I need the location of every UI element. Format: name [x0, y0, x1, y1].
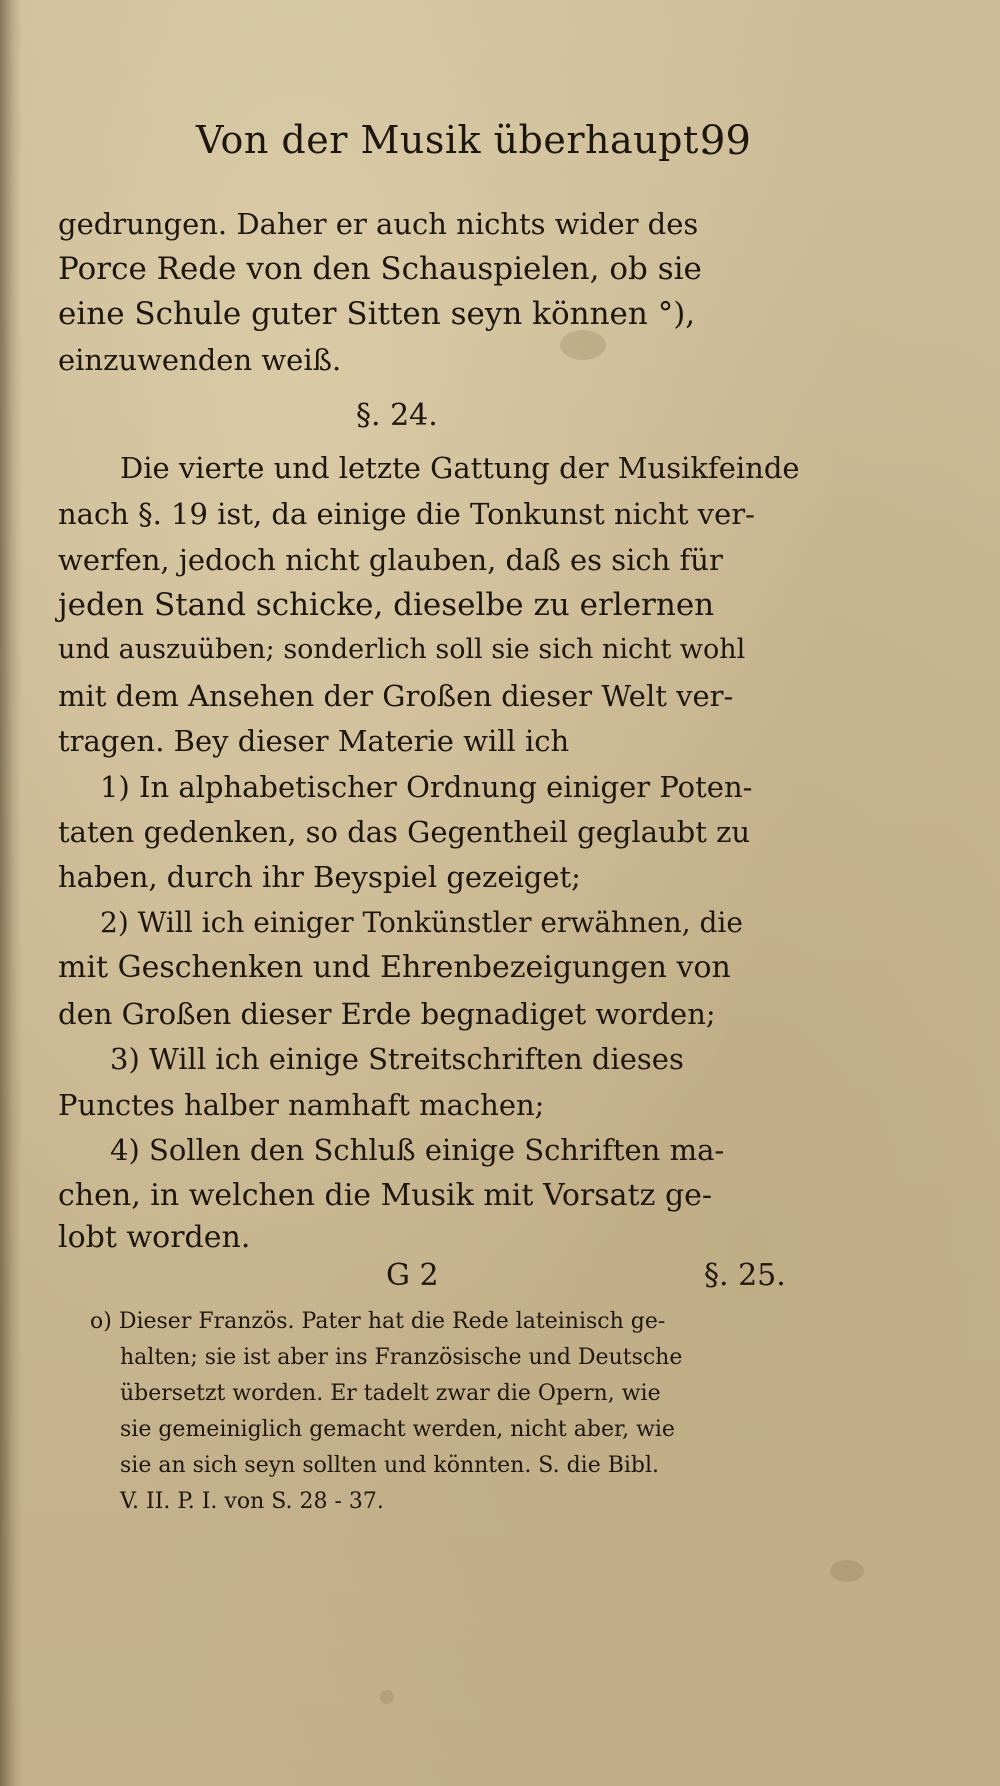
- footnote-line: o) Dieser Französ. Pater hat die Rede lateinisch ge-: [90, 1309, 666, 1334]
- body-line: tragen. Bey dieser Materie will ich: [58, 724, 570, 758]
- body-line: jeden Stand schicke, dieselbe zu erlernen: [58, 587, 715, 623]
- body-line: Die vierte und letzte Gattung der Musikfeinde: [120, 451, 800, 485]
- body-line: lobt worden.: [58, 1220, 251, 1255]
- section-heading: §. 24.: [356, 398, 438, 433]
- list-item: 1) In alphabetischer Ordnung einiger Poten-: [100, 770, 753, 804]
- body-line: und auszuüben; sonderlich soll sie sich nicht wohl: [58, 634, 746, 665]
- body-line: gedrungen. Daher er auch nichts wider des: [58, 207, 699, 241]
- list-item: 3) Will ich einige Streitschriften dieses: [110, 1042, 684, 1076]
- body-line: eine Schule guter Sitten seyn können °),: [58, 296, 696, 332]
- footnote-line: sie gemeiniglich gemacht werden, nicht aber, wie: [120, 1417, 675, 1442]
- body-line: mit Geschenken und Ehrenbezeigungen von: [58, 950, 731, 985]
- body-line: Porce Rede von den Schauspielen, ob sie: [58, 251, 702, 287]
- body-line: den Großen dieser Erde begnadiget worden;: [58, 997, 716, 1031]
- body-line: chen, in welchen die Musik mit Vorsatz ge-: [58, 1178, 713, 1213]
- footnote-line: V. II. P. I. von S. 28 - 37.: [120, 1489, 384, 1514]
- footnote-line: sie an sich seyn sollten und könnten. S. die Bibl.: [120, 1453, 660, 1478]
- body-line: Punctes halber namhaft machen;: [58, 1088, 545, 1122]
- list-item: 4) Sollen den Schluß einige Schriften ma-: [110, 1133, 725, 1167]
- body-line: mit dem Ansehen der Großen dieser Welt ver-: [58, 679, 734, 713]
- paper-stain: [560, 330, 606, 360]
- page-number: 99: [700, 118, 751, 164]
- catchword: §. 25.: [704, 1258, 786, 1293]
- body-line: taten gedenken, so das Gegentheil geglaubt zu: [58, 815, 751, 849]
- paper-stain: [380, 1690, 394, 1704]
- running-head: Von der Musik überhaupt.: [196, 118, 712, 162]
- body-line: werfen, jedoch nicht glauben, daß es sich für: [58, 543, 723, 577]
- body-line: haben, durch ihr Beyspiel gezeiget;: [58, 860, 581, 894]
- spine-shadow: [0, 0, 22, 1786]
- footnote-line: halten; sie ist aber ins Französische und Deutsche: [120, 1345, 683, 1370]
- footnote-line: übersetzt worden. Er tadelt zwar die Opern, wie: [120, 1381, 661, 1406]
- body-line: nach §. 19 ist, da einige die Tonkunst nicht ver-: [58, 497, 755, 531]
- list-item: 2) Will ich einiger Tonkünstler erwähnen, die: [100, 906, 743, 939]
- paper-stain: [830, 1560, 864, 1582]
- signature-mark: G 2: [386, 1258, 439, 1293]
- body-line: einzuwenden weiß.: [58, 343, 342, 377]
